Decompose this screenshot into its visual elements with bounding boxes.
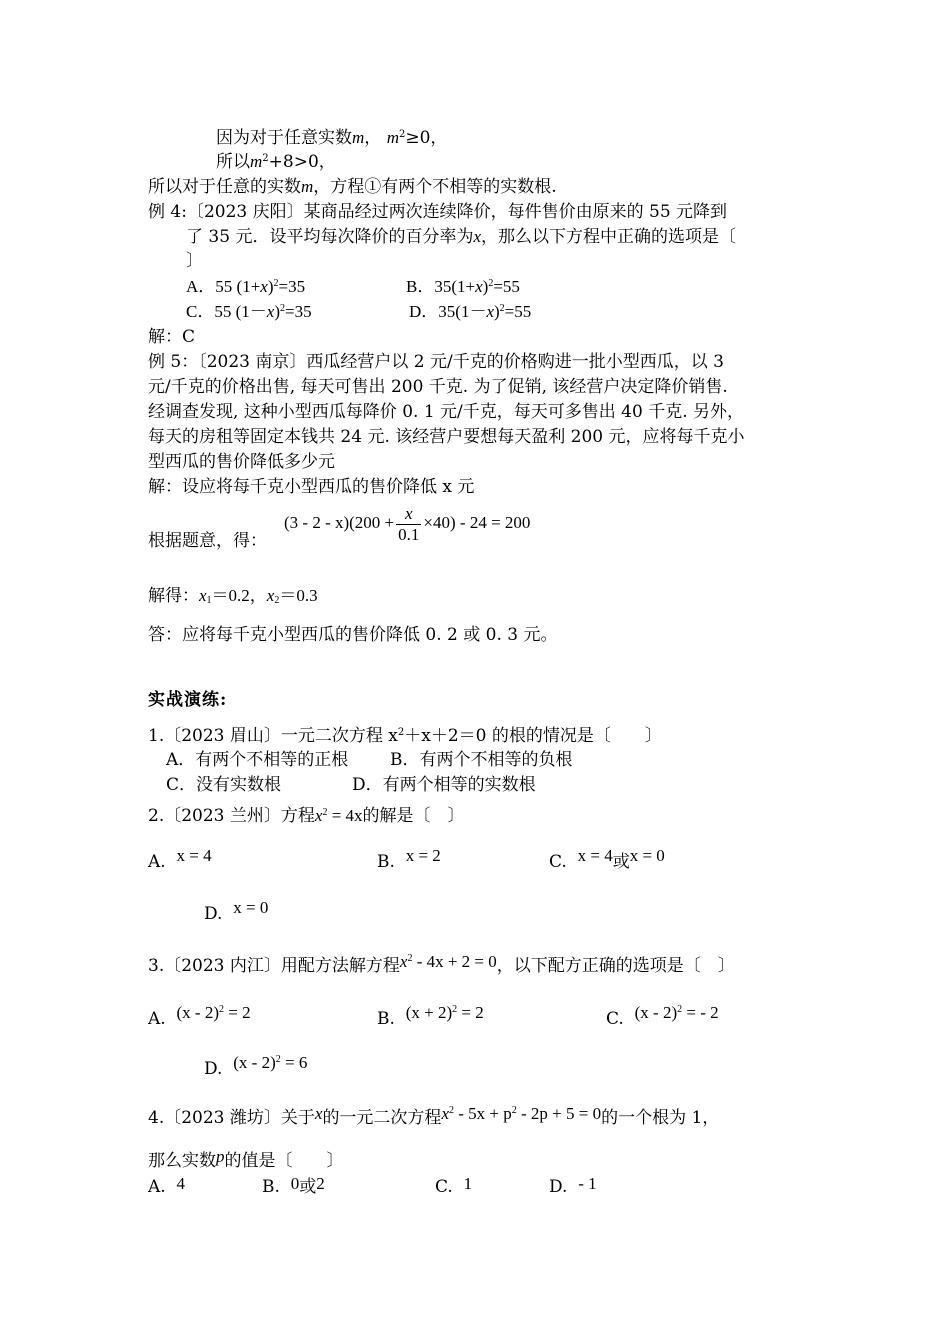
expr: = 6 [280, 1053, 308, 1072]
expr: =55 [493, 277, 520, 296]
ex5-answer: 答：应将每千克小型西瓜的售价降低 0. 2 或 0. 3 元。 [148, 625, 558, 645]
equation-rest: - 4x + 2 = 0 [412, 952, 497, 971]
fraction-numerator: x [396, 504, 421, 525]
expr: (x - 2) [634, 1003, 678, 1022]
option-label: D. [549, 1177, 568, 1197]
expr: = 2 [223, 1003, 251, 1022]
question-3-option-b [377, 1003, 484, 1030]
option-value: 1 [463, 1174, 473, 1193]
ex4-line-1: 例 4:〔2023 庆阳〕某商品经过两次连续降价，每件售价由原来的 55 元降到 [148, 202, 728, 222]
exponent: 2 [452, 1004, 458, 1015]
ex5-line-2: 元/千克的价格出售, 每天可售出 200 千克. 为了促销, 该经营户决定降价销售. [148, 377, 728, 397]
exponent: 2 [398, 129, 406, 140]
proof-line-1-tail: ≥0， [405, 128, 448, 148]
comma: ， [364, 128, 382, 148]
option-value: x = 0 [629, 846, 665, 865]
question-2-option-d [204, 898, 269, 925]
section-title: 实战演练: [148, 690, 228, 710]
expr: =35 [278, 277, 306, 296]
equation [400, 952, 497, 971]
equation [441, 1104, 601, 1123]
expr: = 2 [457, 1003, 484, 1022]
var-x: x [266, 586, 275, 605]
question-3-option-a [148, 1003, 251, 1030]
proof-line-2-prefix: 所以 [216, 152, 250, 172]
option-value: 4 [176, 1174, 185, 1193]
question-4-option-a [148, 1176, 185, 1198]
var-x: x [199, 586, 207, 605]
ex4-line-3: 〕 [186, 251, 203, 271]
option-label: B. [377, 852, 395, 872]
ex5-roots [148, 585, 318, 607]
question-2-stem [148, 805, 465, 827]
stem-text: 1.〔2023 眉山〕一元二次方程 x [148, 726, 398, 746]
var-x: x [486, 302, 494, 321]
ex5-line-3: 经调查发现, 这种小型西瓜每降价 0. 1 元/千克，每天可多售出 40 千克. 另外， [148, 402, 745, 422]
equation-left: (3 - 2 - x)(200 + [284, 513, 395, 532]
proof-line-2-tail: +8>0， [268, 152, 336, 172]
stem-text: 那么实数 [148, 1151, 216, 1171]
option-label: A. [148, 1009, 166, 1029]
var-x: x [266, 302, 275, 321]
question-2-option-a [148, 846, 212, 873]
question-1-stem [148, 725, 662, 747]
question-1-option-d: D．有两个相等的实数根 [352, 775, 536, 795]
option-label: D． [409, 302, 439, 321]
question-1-option-b: B．有两个不相等的负根 [390, 750, 573, 770]
var-m: m [250, 152, 263, 171]
question-4-option-c [435, 1176, 472, 1198]
option-value [406, 1003, 484, 1022]
roots-label: 解得： [148, 586, 199, 606]
question-1-option-c: C．没有实数根 [166, 775, 282, 795]
option-label: B. [377, 1009, 395, 1029]
ex5-solution-setup: 解：设应将每千克小型西瓜的售价降低 x 元 [148, 477, 475, 497]
stem-text: 4.〔2023 潍坊〕关于 [148, 1108, 315, 1128]
expr: (x - 2) [176, 1003, 219, 1022]
stem-text: 的解是〔 〕 [362, 806, 465, 826]
option-label: B． [406, 277, 435, 296]
equation-rest: - 2p + 5 = 0 [516, 1104, 602, 1123]
expr: =55 [504, 302, 532, 321]
option-value [177, 1003, 251, 1022]
exponent: 2 [511, 1105, 517, 1116]
expr: (x - 2) [233, 1053, 276, 1072]
ex4-line-2a: 了 35 元．设平均每次降价的百分率为 [186, 227, 474, 247]
stem-text: 的值是〔 〕 [224, 1151, 344, 1171]
option-value: x = 2 [405, 846, 441, 865]
expr: ) [267, 277, 274, 296]
stem-text: ＋x＋2＝0 的根的情况是〔 〕 [404, 726, 662, 746]
question-4-option-d [549, 1176, 597, 1198]
option-value: x = 0 [233, 898, 269, 917]
exponent: 2 [279, 303, 285, 314]
option-value: 2 [316, 1174, 325, 1193]
expr: 55 (1+ [215, 277, 261, 296]
var-x: x [314, 1104, 323, 1123]
question-2-option-c [549, 846, 665, 873]
var-x: x [314, 806, 323, 825]
equation [315, 806, 363, 825]
exponent: 2 [407, 953, 413, 964]
proof-line-3 [148, 176, 557, 198]
expr: = - 2 [682, 1003, 719, 1022]
equation-rest: - 5x + p [453, 1104, 512, 1123]
option-value: x = 4 [577, 846, 613, 865]
exponent: 2 [262, 153, 269, 164]
ex4-option-c [186, 301, 312, 323]
var-x: x [399, 952, 408, 971]
expr: ) [494, 302, 500, 321]
var-m: m [352, 128, 365, 147]
ex4-option-a [186, 276, 305, 298]
option-label: A. [148, 852, 166, 872]
question-2-option-b [377, 846, 441, 873]
option-label: D. [204, 904, 223, 924]
stem-text: ，以下配方正确的选项是〔 〕 [496, 956, 735, 976]
option-label: C. [606, 1009, 624, 1029]
exponent: 2 [275, 1054, 281, 1065]
question-3-option-d [204, 1053, 308, 1080]
exponent: 2 [499, 303, 505, 314]
question-4-option-b [262, 1176, 325, 1198]
question-3-stem [148, 952, 735, 977]
option-label: A． [186, 277, 216, 296]
option-label: C. [549, 852, 567, 872]
var-m: m [301, 177, 314, 196]
exponent: 2 [397, 727, 405, 738]
ex4-option-d [409, 301, 531, 323]
option-value: 0 [290, 1174, 300, 1193]
ex4-option-b [406, 276, 520, 298]
question-4-line-2 [148, 1147, 344, 1172]
stem-text: 的一个根为 1， [601, 1108, 720, 1128]
stem-text: 2.〔2023 兰州〕方程 [148, 806, 315, 826]
option-value [233, 1053, 307, 1072]
expr: ) [482, 277, 489, 296]
proof-line-2 [216, 151, 336, 173]
equation-rest: = 4x [327, 806, 363, 825]
option-value: x = 4 [176, 846, 212, 865]
subscript: 1 [206, 595, 212, 606]
ex4-answer: 解：C [148, 327, 196, 347]
var-p: p [216, 1147, 225, 1166]
ex4-line-2 [186, 226, 736, 248]
option-value: - 1 [578, 1174, 597, 1193]
stem-text: 3.〔2023 内江〕用配方法解方程 [148, 956, 400, 976]
expr: 55 (1－ [214, 302, 267, 321]
exponent: 2 [448, 1105, 454, 1116]
exponent: 2 [322, 807, 328, 818]
equation-right: ×40) - 24 = 200 [423, 513, 531, 532]
or-text: 或 [612, 852, 630, 872]
ex5-basis-label: 根据题意，得： [148, 531, 267, 551]
var-x: x [473, 227, 481, 246]
ex4-line-2b: ，那么以下方程中正确的选项是〔 [481, 227, 736, 247]
proof-line-1 [216, 127, 447, 149]
option-label: D. [204, 1059, 223, 1079]
option-label: C. [435, 1177, 453, 1197]
ex5-line-5: 型西瓜的售价降低多少元 [148, 452, 335, 472]
exponent: 2 [218, 1004, 224, 1015]
fraction-denominator: 0.1 [398, 524, 420, 544]
option-label: C． [186, 302, 215, 321]
proof-line-3-tail: ，方程①有两个不相等的实数根. [313, 177, 557, 197]
root-1-value: ＝0.2， [211, 586, 267, 605]
fraction [396, 504, 421, 545]
question-4-stem [148, 1104, 720, 1129]
question-3-option-c [606, 1003, 719, 1030]
exponent: 2 [488, 278, 494, 289]
option-label: B. [262, 1177, 280, 1197]
option-label: A. [148, 1177, 166, 1197]
ex5-equation [284, 498, 530, 548]
proof-line-1-prefix: 因为对于任意实数 [216, 128, 352, 148]
expr: ) [274, 302, 280, 321]
var-m: m [386, 128, 399, 147]
ex5-line-1: 例 5：〔2023 南京〕西瓜经营户以 2 元/千克的价格购进一批小型西瓜，以 3 [148, 352, 724, 372]
expr: (x + 2) [405, 1003, 453, 1022]
root-2-value: ＝0.3 [279, 586, 318, 605]
expr: 35(1+ [434, 277, 476, 296]
question-1-option-a: A．有两个不相等的正根 [166, 750, 349, 770]
expr: =35 [284, 302, 312, 321]
var-x: x [475, 277, 483, 296]
subscript: 2 [274, 595, 280, 606]
or-text: 或 [299, 1177, 317, 1197]
var-x: x [441, 1104, 449, 1123]
exponent: 2 [677, 1004, 683, 1015]
proof-line-3-prefix: 所以对于任意的实数 [148, 177, 301, 197]
ex5-line-4: 每天的房租等固定本钱共 24 元. 该经营户要想每天盈利 200 元，应将每千克小 [148, 427, 745, 447]
exponent: 2 [273, 278, 279, 289]
stem-text: 的一元二次方程 [322, 1108, 442, 1128]
option-value [635, 1003, 719, 1022]
expr: 35(1－ [438, 302, 487, 321]
var-x: x [260, 277, 268, 296]
